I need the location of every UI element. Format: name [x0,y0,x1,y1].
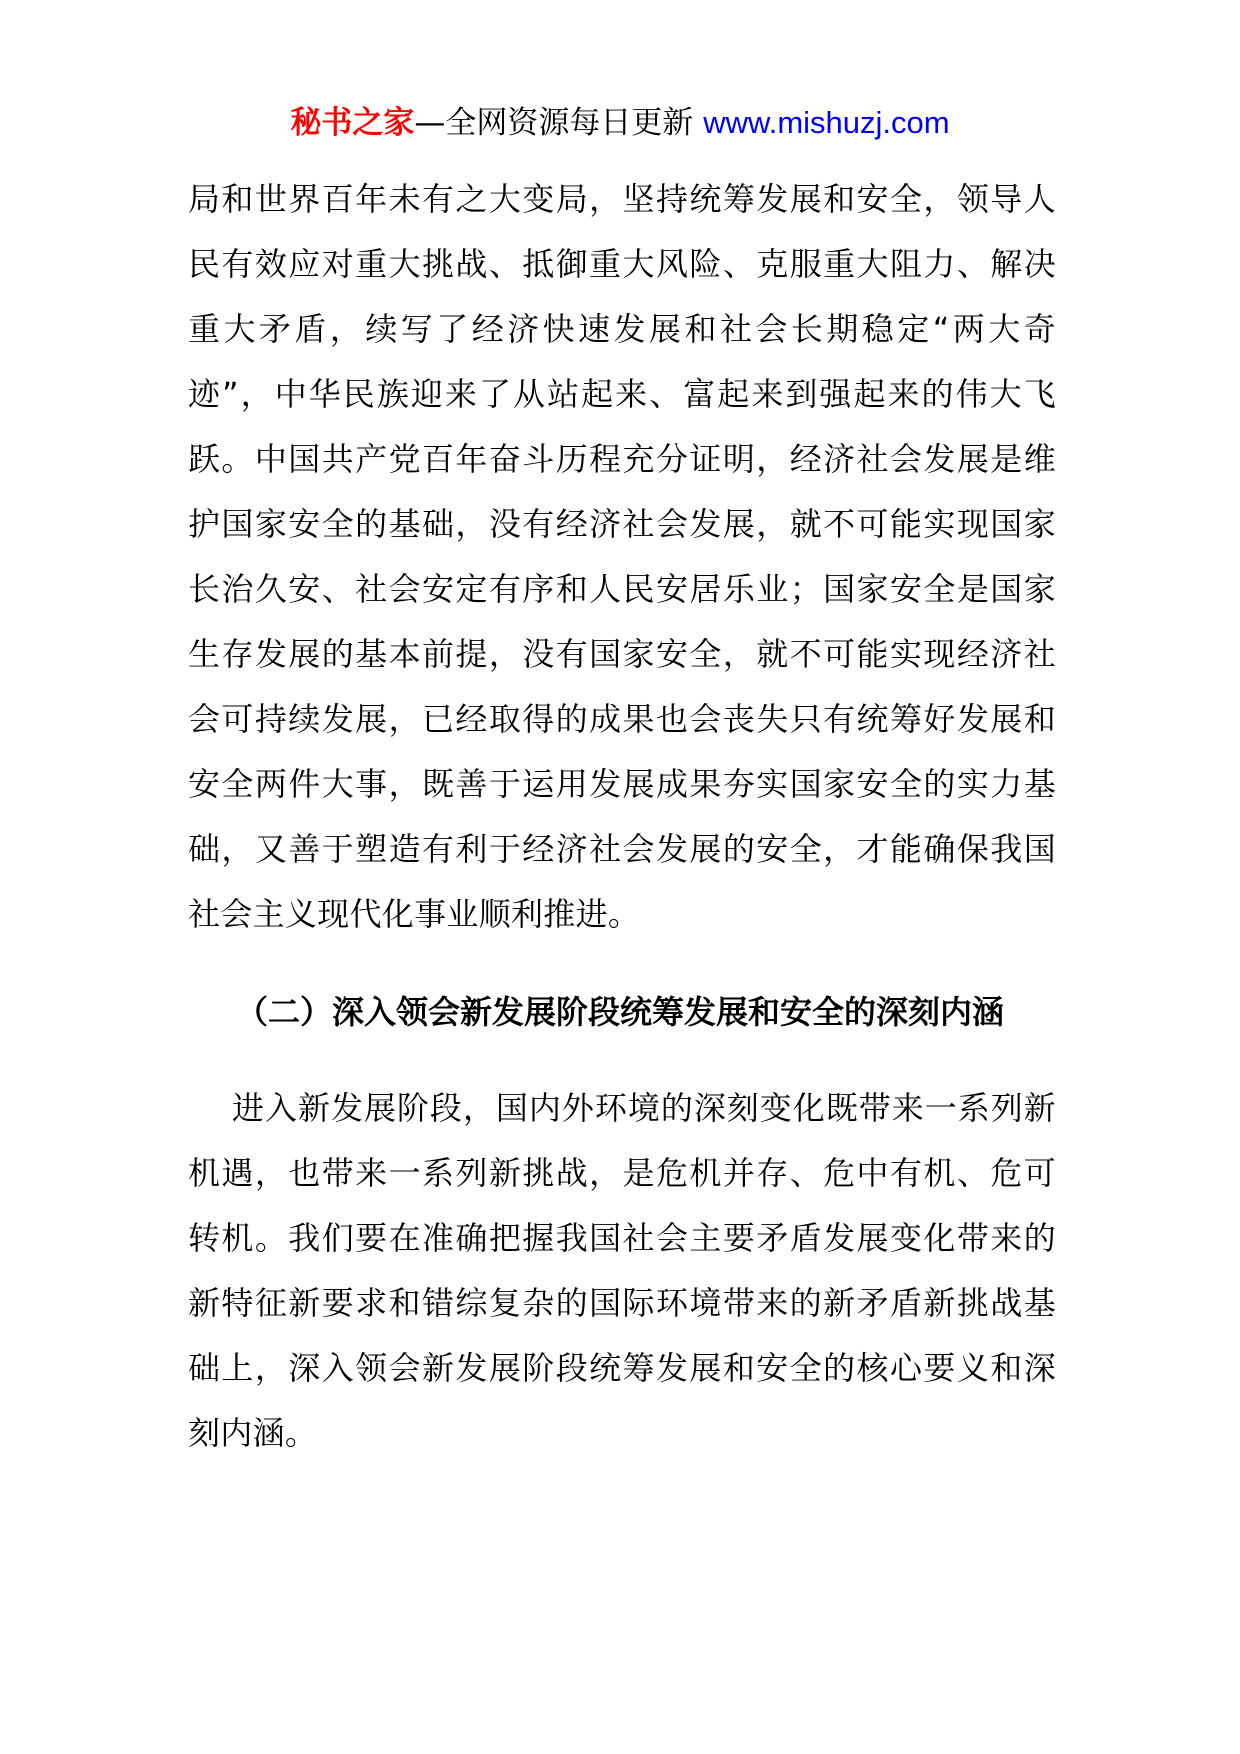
header-tagline: —全网资源每日更新 [414,105,694,141]
site-link[interactable]: www.mishuzj.com [703,105,950,140]
brand-name: 秘书之家 [290,105,415,141]
body-paragraph-1: 局和世界百年未有之大变局，坚持统筹发展和安全，领导人民有效应对重大挑战、抵御重大风险、克服重大阻力、解决重大矛盾，续写了经济快速发展和社会长期稳定“两大奇迹”，中华民族迎来了从站起来、富起来到强起来的伟大飞跃。中国共产党百年奋斗历程充分证明，经济社会发展是维护国家安全的基础，没有经济社会发展，就不可能实现国家长治久安、社会安定有序和人民安居乐业；国家安全是国家生存发展的基本前提，没有国家安全，就不可能实现经济社会可持续发展，已经取得的成果也会丧失只有统筹好发展和安全两件大事，既善于运用发展成果夯实国家安全的实力基础，又善于塑造有利于经济社会发展的安全，才能确保我国社会主义现代化事业顺利推进。 [188,180,1056,933]
document-body [188,167,1056,1466]
section-heading: （二）深入领会新发展阶段统筹发展和安全的深刻内涵 [236,993,1005,1031]
body-paragraph-2: 进入新发展阶段，国内外环境的深刻变化既带来一系列新机遇，也带来一系列新挑战，是危机并存、危中有机、危可转机。我们要在准确把握我国社会主要矛盾发展变化带来的新特征新要求和错综复杂的国际环境带来的新矛盾新挑战基础上，深入领会新发展阶段统筹发展和安全的核心要义和深刻内涵。 [188,1089,1056,1452]
watermark-header [0,103,1240,143]
